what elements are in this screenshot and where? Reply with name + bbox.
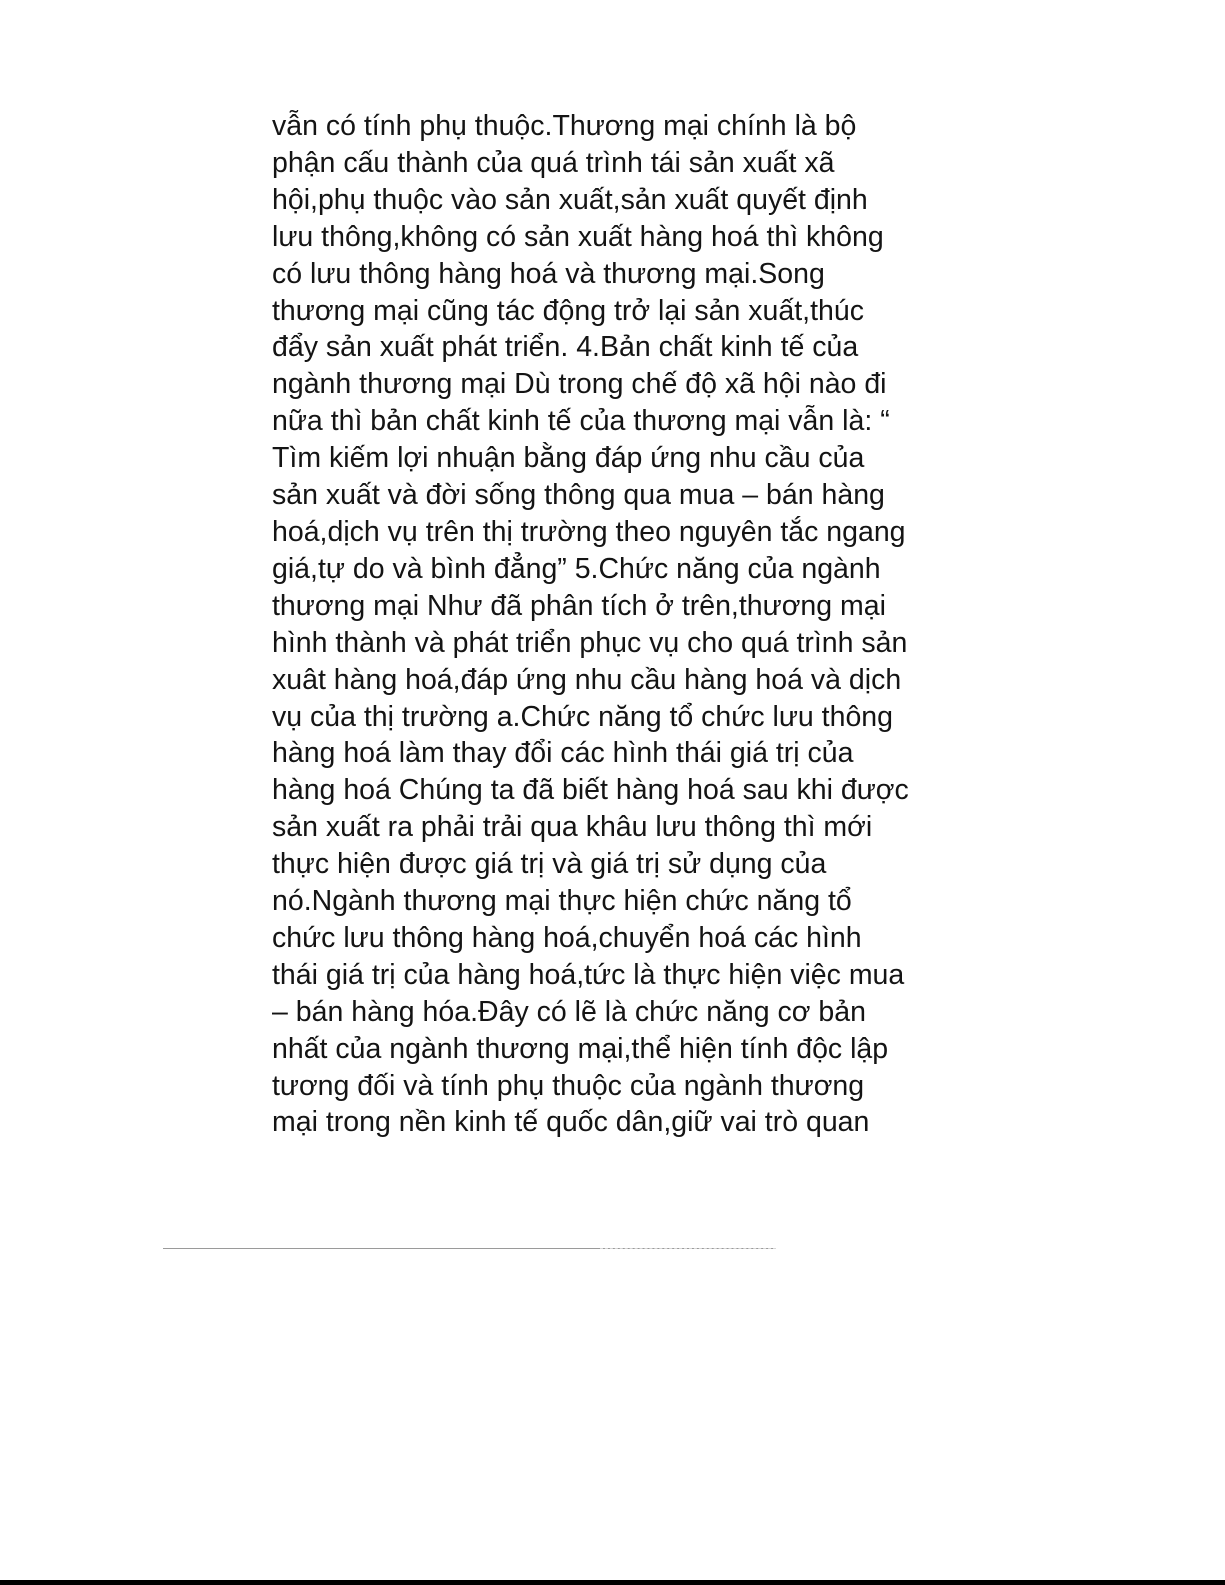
text-line: hội,phụ thuộc vào sản xuất,sản xuất quyết định xyxy=(272,183,868,216)
body-text xyxy=(272,108,972,1141)
text-line: tương đối và tính phụ thuộc của ngành thương xyxy=(272,1069,865,1102)
text-line: giá,tự do và bình đẳng” 5.Chức năng của ngành xyxy=(272,552,881,585)
text-line: thương mại Như đã phân tích ở trên,thương mại xyxy=(272,589,886,622)
text-line: sản xuất và đời sống thông qua mua – bán hàng xyxy=(272,479,885,512)
text-line: nó.Ngành thương mại thực hiện chức năng tổ xyxy=(272,885,852,918)
text-line: vụ của thị trường a.Chức năng tổ chức lưu thông xyxy=(272,700,894,733)
text-line: vẫn có tính phụ thuộc.Thương mại chính là bộ xyxy=(272,110,857,142)
text-line: – bán hàng hóa.Đây có lẽ là chức năng cơ bản xyxy=(272,995,866,1028)
text-line: thương mại cũng tác động trở lại sản xuất,thúc xyxy=(272,294,864,327)
text-line: thái giá trị của hàng hoá,tức là thực hiện việc mua xyxy=(272,958,905,991)
text-line: xuât hàng hoá,đáp ứng nhu cầu hàng hoá và dịch xyxy=(272,663,902,696)
text-line: nhất của ngành thương mại,thể hiện tính độc lập xyxy=(272,1032,889,1065)
page-bottom-edge xyxy=(0,1580,1225,1585)
footnote-separator-faint-segment xyxy=(600,1248,776,1249)
text-line: hàng hoá Chúng ta đã biết hàng hoá sau khi được xyxy=(272,774,909,807)
text-line: mại trong nền kinh tế quốc dân,giữ vai trò quan xyxy=(272,1106,870,1139)
text-line: sản xuất ra phải trải qua khâu lưu thông thì mới xyxy=(272,811,873,844)
text-line: chức lưu thông hàng hoá,chuyển hoá các hình xyxy=(272,921,862,954)
text-line: Tìm kiếm lợi nhuận bằng đáp ứng nhu cầu của xyxy=(272,442,865,475)
text-line: lưu thông,không có sản xuất hàng hoá thì không xyxy=(272,220,884,253)
text-line: hình thành và phát triển phục vụ cho quá trình sản xyxy=(272,626,908,659)
text-line: thực hiện được giá trị và giá trị sử dụng của xyxy=(272,848,827,881)
text-line: ngành thương mại Dù trong chế độ xã hội nào đi xyxy=(272,368,887,401)
text-line: hoá,dịch vụ trên thị trường theo nguyên tắc ngang xyxy=(272,515,906,548)
text-line: phận cấu thành của quá trình tái sản xuất xã xyxy=(272,146,835,179)
text-line: có lưu thông hàng hoá và thương mại.Song xyxy=(272,257,825,290)
text-line: nữa thì bản chất kinh tế của thương mại vẫn là: “ xyxy=(272,405,890,438)
text-line: đẩy sản xuất phát triển. 4.Bản chất kinh tế của xyxy=(272,331,859,364)
text-line: hàng hoá làm thay đổi các hình thái giá trị của xyxy=(272,737,854,770)
